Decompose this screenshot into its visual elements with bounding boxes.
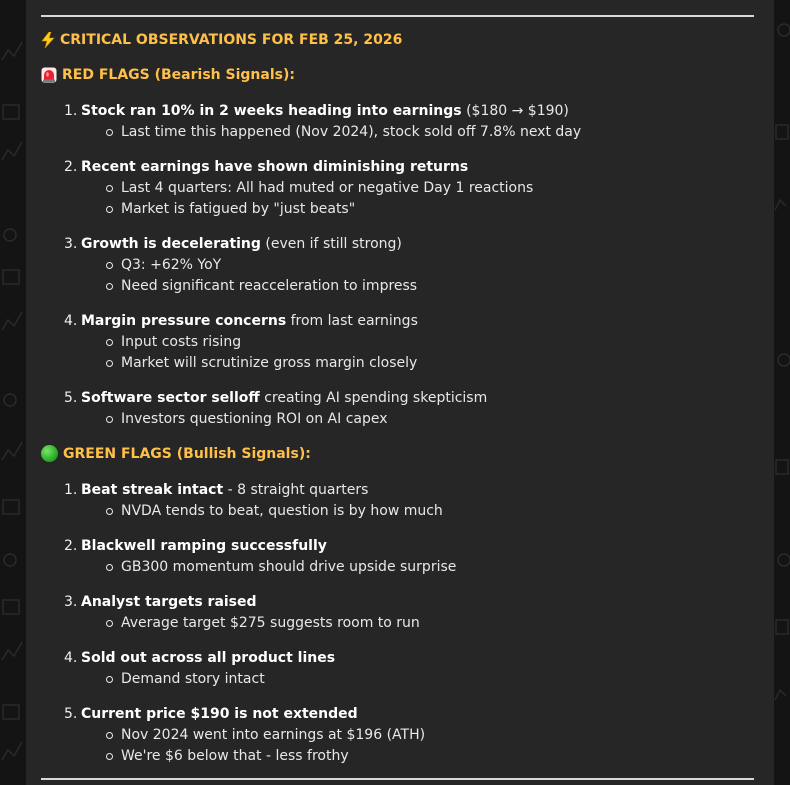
- list-number: 4.: [64, 650, 78, 666]
- sub-item: Input costs rising: [81, 332, 740, 353]
- bullet-icon: [106, 564, 113, 571]
- flag-detail: (even if still strong): [260, 236, 402, 252]
- red-flag-item: [40, 157, 740, 220]
- sub-list: [81, 669, 740, 690]
- sub-item: We're $6 below that - less frothy: [81, 746, 740, 767]
- sub-list: [81, 178, 740, 220]
- bullet-icon: [106, 360, 113, 367]
- sub-list: [81, 332, 740, 374]
- flag-detail: creating AI spending skepticism: [259, 390, 488, 406]
- siren-icon: [41, 67, 57, 83]
- list-number: 1.: [64, 482, 78, 498]
- red-flags-heading: [41, 67, 295, 83]
- list-number: 3.: [64, 594, 78, 610]
- flag-detail: from last earnings: [286, 313, 418, 329]
- list-number: 2.: [64, 538, 78, 554]
- sub-list: [81, 725, 740, 767]
- red-flag-item: [40, 234, 740, 297]
- critical-observations-heading: [41, 32, 402, 48]
- green-flags-list: [40, 480, 740, 781]
- divider-bottom: [41, 778, 754, 780]
- sub-item: Q3: +62% YoY: [81, 255, 740, 276]
- sub-list: [81, 501, 740, 522]
- background-pattern-right: [774, 0, 790, 785]
- bullet-icon: [106, 416, 113, 423]
- bullet-icon: [106, 129, 113, 136]
- list-number: 4.: [64, 313, 78, 329]
- flag-title: Analyst targets raised: [81, 594, 257, 610]
- green-flag-item: [40, 648, 740, 690]
- green-flag-item: [40, 480, 740, 522]
- bullet-icon: [106, 339, 113, 346]
- high-voltage-icon: [41, 32, 55, 48]
- green-flag-item: [40, 592, 740, 634]
- sub-item: Investors questioning ROI on AI capex: [81, 409, 740, 430]
- flag-detail: - 8 straight quarters: [223, 482, 369, 498]
- sub-list: [81, 557, 740, 578]
- sub-item: Market will scrutinize gross margin closely: [81, 353, 740, 374]
- sub-item: Last 4 quarters: All had muted or negative Day 1 reactions: [81, 178, 740, 199]
- divider-top: [41, 15, 754, 17]
- list-number: 5.: [64, 706, 78, 722]
- flag-title: Software sector selloff: [81, 390, 260, 406]
- sub-item: NVDA tends to beat, question is by how much: [81, 501, 740, 522]
- flag-title: Recent earnings have shown diminishing returns: [81, 159, 469, 175]
- red-flag-item: [40, 311, 740, 374]
- sub-list: [81, 409, 740, 430]
- bullet-icon: [106, 185, 113, 192]
- green-flags-heading: [41, 445, 311, 462]
- flag-detail: ($180 → $190): [461, 103, 569, 119]
- list-number: 2.: [64, 159, 78, 175]
- flag-title: Margin pressure concerns: [81, 313, 287, 329]
- flag-title: Growth is decelerating: [81, 236, 261, 252]
- red-flags-title: RED FLAGS (Bearish Signals):: [62, 67, 295, 83]
- bullet-icon: [106, 206, 113, 213]
- flag-title: Sold out across all product lines: [81, 650, 336, 666]
- sub-list: [81, 613, 740, 634]
- list-number: 5.: [64, 390, 78, 406]
- critical-observations-title: CRITICAL OBSERVATIONS FOR FEB 25, 2026: [60, 32, 403, 48]
- sub-item: Nov 2024 went into earnings at $196 (ATH): [81, 725, 740, 746]
- background-pattern-left: [0, 0, 26, 785]
- green-flag-item: [40, 536, 740, 578]
- flag-title: Current price $190 is not extended: [81, 706, 358, 722]
- green-flag-item: [40, 704, 740, 767]
- flag-title: Beat streak intact: [81, 482, 224, 498]
- sub-item: Need significant reacceleration to impress: [81, 276, 740, 297]
- flag-title: Stock ran 10% in 2 weeks heading into earnings: [81, 103, 462, 119]
- red-flag-item: [40, 388, 740, 430]
- sub-item: Average target $275 suggests room to run: [81, 613, 740, 634]
- bullet-icon: [106, 508, 113, 515]
- bullet-icon: [106, 753, 113, 760]
- bullet-icon: [106, 732, 113, 739]
- bullet-icon: [106, 283, 113, 290]
- bullet-icon: [106, 676, 113, 683]
- sub-item: Demand story intact: [81, 669, 740, 690]
- red-flags-list: [40, 101, 740, 444]
- green-circle-icon: [41, 445, 58, 462]
- red-flag-item: [40, 101, 740, 143]
- sub-item: Last time this happened (Nov 2024), stock sold off 7.8% next day: [81, 122, 740, 143]
- sub-list: [81, 255, 740, 297]
- sub-item: Market is fatigued by "just beats": [81, 199, 740, 220]
- list-number: 3.: [64, 236, 78, 252]
- sub-item: GB300 momentum should drive upside surprise: [81, 557, 740, 578]
- bullet-icon: [106, 262, 113, 269]
- flag-title: Blackwell ramping successfully: [81, 538, 327, 554]
- green-flags-title: GREEN FLAGS (Bullish Signals):: [63, 445, 311, 462]
- sub-list: [81, 122, 740, 143]
- bullet-icon: [106, 620, 113, 627]
- list-number: 1.: [64, 103, 78, 119]
- content-panel: [26, 0, 774, 785]
